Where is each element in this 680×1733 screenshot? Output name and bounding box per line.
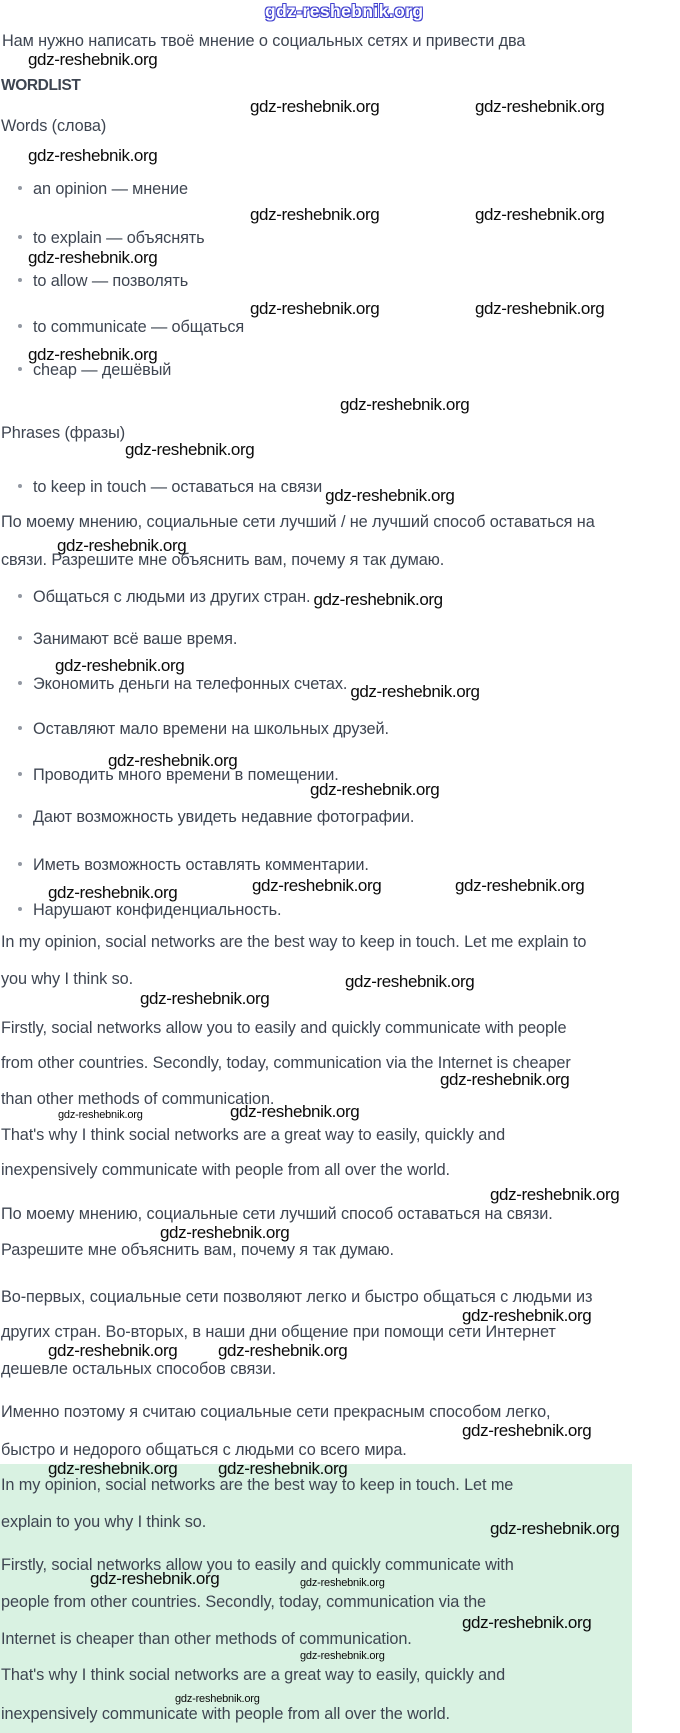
- watermark: gdz-reshebnik.org: [55, 656, 185, 675]
- watermark: gdz-reshebnik.org: [48, 1341, 178, 1360]
- bullet-item: [18, 272, 188, 291]
- watermark: gdz-reshebnik.org: [462, 1613, 592, 1632]
- bullet-text: cheap — дешёвый: [33, 361, 172, 379]
- text-line: Phrases (фразы): [1, 424, 126, 442]
- bullet-item: [18, 720, 389, 739]
- text-line: Нам нужно написать твоё мнение о социальных сетях и привести два: [2, 32, 526, 50]
- watermark: gdz-reshebnik.org: [490, 1519, 620, 1538]
- bullet-dot-icon: [18, 235, 22, 239]
- bullet-item: [18, 477, 455, 505]
- bullet-dot-icon: [18, 278, 22, 282]
- bullet-dot-icon: [18, 367, 22, 371]
- bullet-text: Общаться с людьми из других стран.: [33, 588, 311, 606]
- text-line: По моему мнению, социальные сети лучший / не лучший способ оставаться на: [1, 513, 595, 531]
- bullet-dot-icon: [18, 681, 22, 685]
- watermark: gdz-reshebnik.org: [218, 1459, 348, 1478]
- text-line: дешевле остальных способов связи.: [1, 1360, 277, 1378]
- bullet-dot-icon: [18, 772, 22, 776]
- bullet-text: Нарушают конфиденциальность.: [33, 901, 282, 919]
- watermark: gdz-reshebnik.org: [28, 146, 158, 165]
- watermark: gdz-reshebnik.org: [90, 1569, 220, 1588]
- watermark: gdz-reshebnik.org: [57, 536, 187, 555]
- bullet-item: [18, 856, 369, 875]
- text-line: связи. Разрешите мне объяснить вам, почему я так думаю.: [1, 551, 445, 569]
- text-line: explain to you why I think so.: [1, 1513, 207, 1531]
- watermark: gdz-reshebnik.org: [108, 751, 238, 770]
- bullet-text: to explain — объяснять: [33, 229, 205, 247]
- bullet-dot-icon: [18, 907, 22, 911]
- watermark: gdz-reshebnik.org: [475, 97, 605, 116]
- text-line: других стран. Во-вторых, в наши дни общение при помощи сети Интернет: [1, 1323, 556, 1341]
- watermark: gdz-reshebnik.org: [250, 299, 380, 318]
- watermark: gdz-reshebnik.org: [340, 395, 470, 414]
- bullet-item: [18, 766, 339, 785]
- bullet-item: [18, 630, 237, 649]
- text-line: Internet is cheaper than other methods of communication.: [1, 1630, 412, 1648]
- watermark: gdz-reshebnik.org: [310, 780, 440, 799]
- watermark: gdz-reshebnik.org: [218, 1341, 348, 1360]
- watermark: gdz-reshebnik.org: [125, 440, 255, 459]
- bullet-dot-icon: [18, 862, 22, 866]
- watermark: gdz-reshebnik.org: [250, 205, 380, 224]
- watermark: gdz-reshebnik.org: [475, 299, 605, 318]
- text-line: people from other countries. Secondly, today, communication via the: [1, 1593, 487, 1611]
- bullet-dot-icon: [18, 726, 22, 730]
- text-line: In my opinion, social networks are the best way to keep in touch. Let me: [1, 1476, 514, 1494]
- text-line: Во-первых, социальные сети позволяют легко и быстро общаться с людьми из: [1, 1288, 593, 1306]
- text-line: inexpensively communicate with people from all over the world.: [1, 1705, 450, 1723]
- bullet-item: [18, 180, 188, 199]
- watermark: gdz-reshebnik.org: [440, 1070, 570, 1089]
- watermark: gdz-reshebnik.org: [462, 1306, 592, 1325]
- watermark: gdz-reshebnik.org: [48, 1459, 178, 1478]
- watermark: gdz-reshebnik.org: [28, 345, 158, 364]
- watermark: gdz-reshebnik.org: [48, 883, 178, 902]
- bullet-text: Занимают всё ваше время.: [33, 630, 238, 648]
- text-line: from other countries. Secondly, today, communication via the Internet is cheaper: [1, 1054, 571, 1072]
- text-line: inexpensively communicate with people from all over the world.: [1, 1161, 450, 1179]
- bullet-item: [18, 587, 443, 607]
- watermark: gdz-reshebnik.org: [325, 486, 455, 505]
- bullet-item: [18, 808, 414, 827]
- bullet-text: an opinion — мнение: [33, 180, 188, 198]
- watermark: gdz-reshebnik.org: [350, 682, 480, 701]
- bullet-dot-icon: [18, 324, 22, 328]
- text-line: In my opinion, social networks are the best way to keep in touch. Let me explain to: [1, 933, 587, 951]
- bullet-dot-icon: [18, 484, 22, 488]
- watermark: gdz-reshebnik.org: [160, 1223, 290, 1242]
- watermark: gdz-reshebnik.org: [462, 1421, 592, 1440]
- text-line: That's why I think social networks are a great way to easily, quickly and: [1, 1126, 506, 1144]
- bullet-text: to communicate — общаться: [33, 318, 245, 336]
- text-line: быстро и недорого общаться с людьми со всего мира.: [1, 1441, 407, 1459]
- watermark: gdz-reshebnik.org: [252, 876, 382, 895]
- bullet-dot-icon: [18, 814, 22, 818]
- bullet-item: [18, 229, 205, 248]
- watermark: gdz-reshebnik.org: [455, 876, 585, 895]
- watermark: gdz-reshebnik.org: [475, 205, 605, 224]
- text-line: Именно поэтому я считаю социальные сети прекрасным способом легко,: [1, 1403, 551, 1421]
- watermark: gdz-reshebnik.org: [490, 1185, 620, 1204]
- text-line: That's why I think social networks are a great way to easily, quickly and: [1, 1666, 506, 1684]
- bullet-dot-icon: [18, 594, 22, 598]
- watermark: gdz-reshebnik.org: [28, 248, 158, 267]
- watermark: gdz-reshebnik.org: [28, 50, 158, 69]
- bullet-item: [18, 318, 244, 337]
- bullet-dot-icon: [18, 636, 22, 640]
- bullet-item: [18, 901, 281, 920]
- bullet-text: to allow — позволять: [33, 272, 189, 290]
- watermark-small: gdz-reshebnik.org: [300, 1650, 385, 1662]
- watermark: gdz-reshebnik.org: [345, 972, 475, 991]
- text-line: Firstly, social networks allow you to easily and quickly communicate with: [1, 1556, 514, 1574]
- watermark: gdz-reshebnik.org: [230, 1102, 360, 1121]
- text-line: Разрешите мне объяснить вам, почему я так думаю.: [1, 1241, 394, 1259]
- watermark-small: gdz-reshebnik.org: [58, 1109, 143, 1121]
- bullet-text: Оставляют мало времени на школьных друзей.: [33, 720, 389, 738]
- text-line: По моему мнению, социальные сети лучший способ оставаться на связи.: [1, 1205, 553, 1223]
- watermark-small: gdz-reshebnik.org: [175, 1693, 260, 1705]
- wordlist-heading: WORDLIST: [1, 77, 81, 94]
- watermark: gdz-reshebnik.org: [140, 989, 270, 1008]
- bullet-text: Экономить деньги на телефонных счетах.: [33, 675, 348, 693]
- watermark-small: gdz-reshebnik.org: [300, 1577, 385, 1589]
- text-line: you why I think so.: [1, 970, 134, 988]
- bullet-dot-icon: [18, 186, 22, 190]
- site-watermark-outline: gdz-reshebnik.org: [265, 1, 424, 21]
- watermark: gdz-reshebnik.org: [250, 97, 380, 116]
- bullet-text: Проводить много времени в помещении.: [33, 766, 339, 784]
- text-line: Firstly, social networks allow you to easily and quickly communicate with people: [1, 1019, 567, 1037]
- bullet-text: Иметь возможность оставлять комментарии.: [33, 856, 369, 874]
- bullet-text: Дают возможность увидеть недавние фотографии.: [33, 808, 415, 826]
- text-line: Words (слова): [1, 117, 107, 135]
- text-line: than other methods of communication.: [1, 1090, 275, 1108]
- bullet-item: [18, 361, 171, 380]
- watermark: gdz-reshebnik.org: [313, 590, 443, 609]
- bullet-item: [18, 674, 480, 701]
- bullet-text: to keep in touch — оставаться на связи: [33, 478, 323, 496]
